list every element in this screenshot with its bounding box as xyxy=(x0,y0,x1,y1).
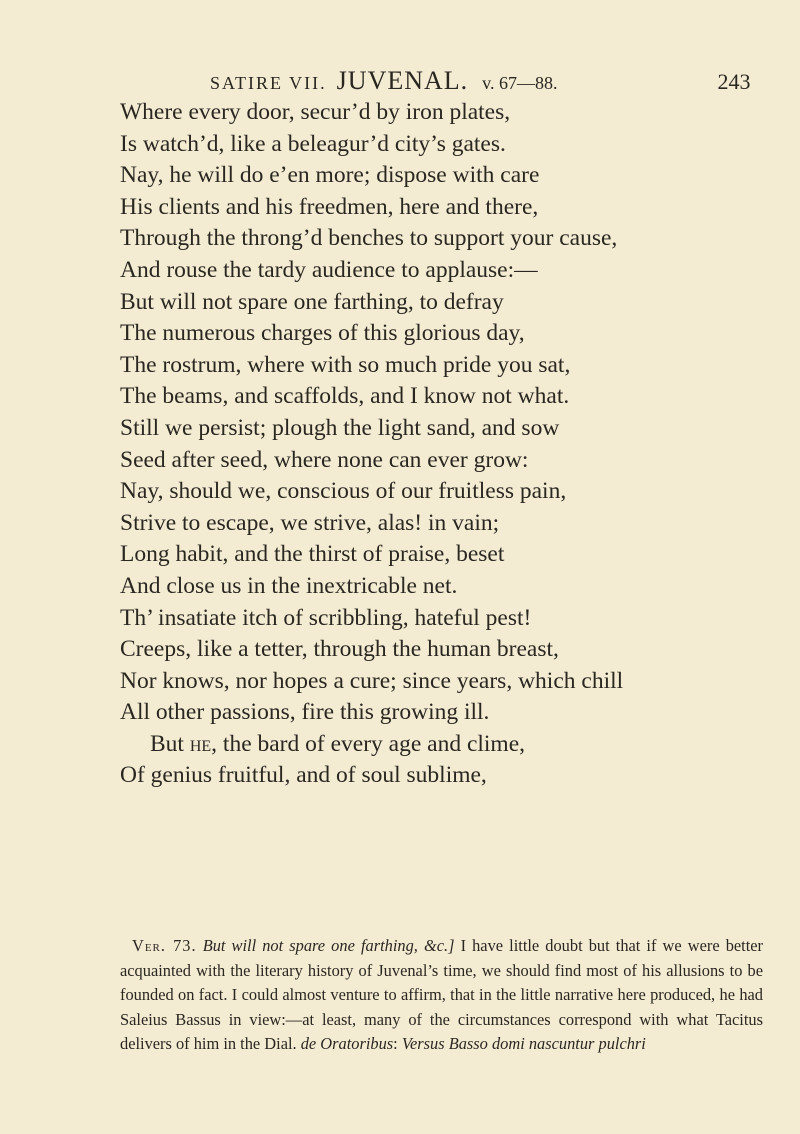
poem-line: Is watch’d, like a beleagur’d city’s gates. xyxy=(120,130,506,157)
poem-line: Of genius fruitful, and of soul sublime, xyxy=(120,762,487,789)
poem-line: Through the throng’d benches to support your cause, xyxy=(120,225,618,252)
footnote-quoted-phrase: But will not spare one farthing, &c.] xyxy=(202,936,455,955)
poem-line: The beams, and scaffolds, and I know not what. xyxy=(120,383,570,410)
poem-line: Where every door, secur’d by iron plates, xyxy=(120,99,511,125)
poem-line-paragraph-start xyxy=(120,729,780,761)
page-number: 243 xyxy=(717,69,751,94)
poem-line: But will not spare one farthing, to defray xyxy=(120,288,504,315)
poem-line: Still we persist; plough the light sand, and sow xyxy=(120,414,560,441)
footnote-colon: : xyxy=(393,1034,402,1053)
poem-line: Nay, should we, conscious of our fruitless pain, xyxy=(120,478,567,505)
poem-line: All other passions, fire this growing ill. xyxy=(120,699,490,726)
header-satire-number: SATIRE VII. xyxy=(210,73,327,93)
footnote-verse-ref: Ver. 73. xyxy=(132,936,197,955)
running-header xyxy=(210,66,770,96)
poem-line-text: But xyxy=(150,730,184,757)
poem-line: The numerous charges of this glorious day, xyxy=(120,320,525,347)
poem-line: His clients and his freedmen, here and there, xyxy=(120,193,539,220)
poem-text xyxy=(120,97,780,792)
footnote-body: I have little doubt but that if we were better acquainted with the literary history of Juvenal’s time, we should find most of his allusions to be founded on fact. I could almost venture to affirm, that in the little narrative here produced, he had Saleius Bassus in view:—at least, many of the circumstances correspond with what Tacitus delivers of him in the Dial. xyxy=(120,936,763,1053)
footnote-latin-quote: Versus Basso domi nascuntur pulchri xyxy=(401,1034,646,1053)
poem-line-text: , the bard of every age and clime, xyxy=(211,730,526,757)
footnote xyxy=(120,934,763,1057)
emphasized-he: he xyxy=(189,730,212,757)
poem-line: Th’ insatiate itch of scribbling, hateful pest! xyxy=(120,604,532,631)
header-verse-range: v. 67—88. xyxy=(482,73,558,93)
poem-line: The rostrum, where with so much pride you sat, xyxy=(120,351,571,378)
header-author: JUVENAL. xyxy=(336,66,469,95)
poem-line: And close us in the inextricable net. xyxy=(120,572,458,599)
poem-line: And rouse the tardy audience to applause:— xyxy=(120,256,538,283)
poem-line: Nor knows, nor hopes a cure; since years, which chill xyxy=(120,667,624,694)
poem-line: Seed after seed, where none can ever grow: xyxy=(120,446,529,473)
poem-line: Nay, he will do e’en more; dispose with care xyxy=(120,162,540,189)
poem-line: Strive to escape, we strive, alas! in vain; xyxy=(120,509,500,536)
footnote-work-title: de Oratoribus xyxy=(300,1034,394,1053)
poem-line: Long habit, and the thirst of praise, beset xyxy=(120,541,505,568)
poem-line: Creeps, like a tetter, through the human breast, xyxy=(120,636,559,663)
